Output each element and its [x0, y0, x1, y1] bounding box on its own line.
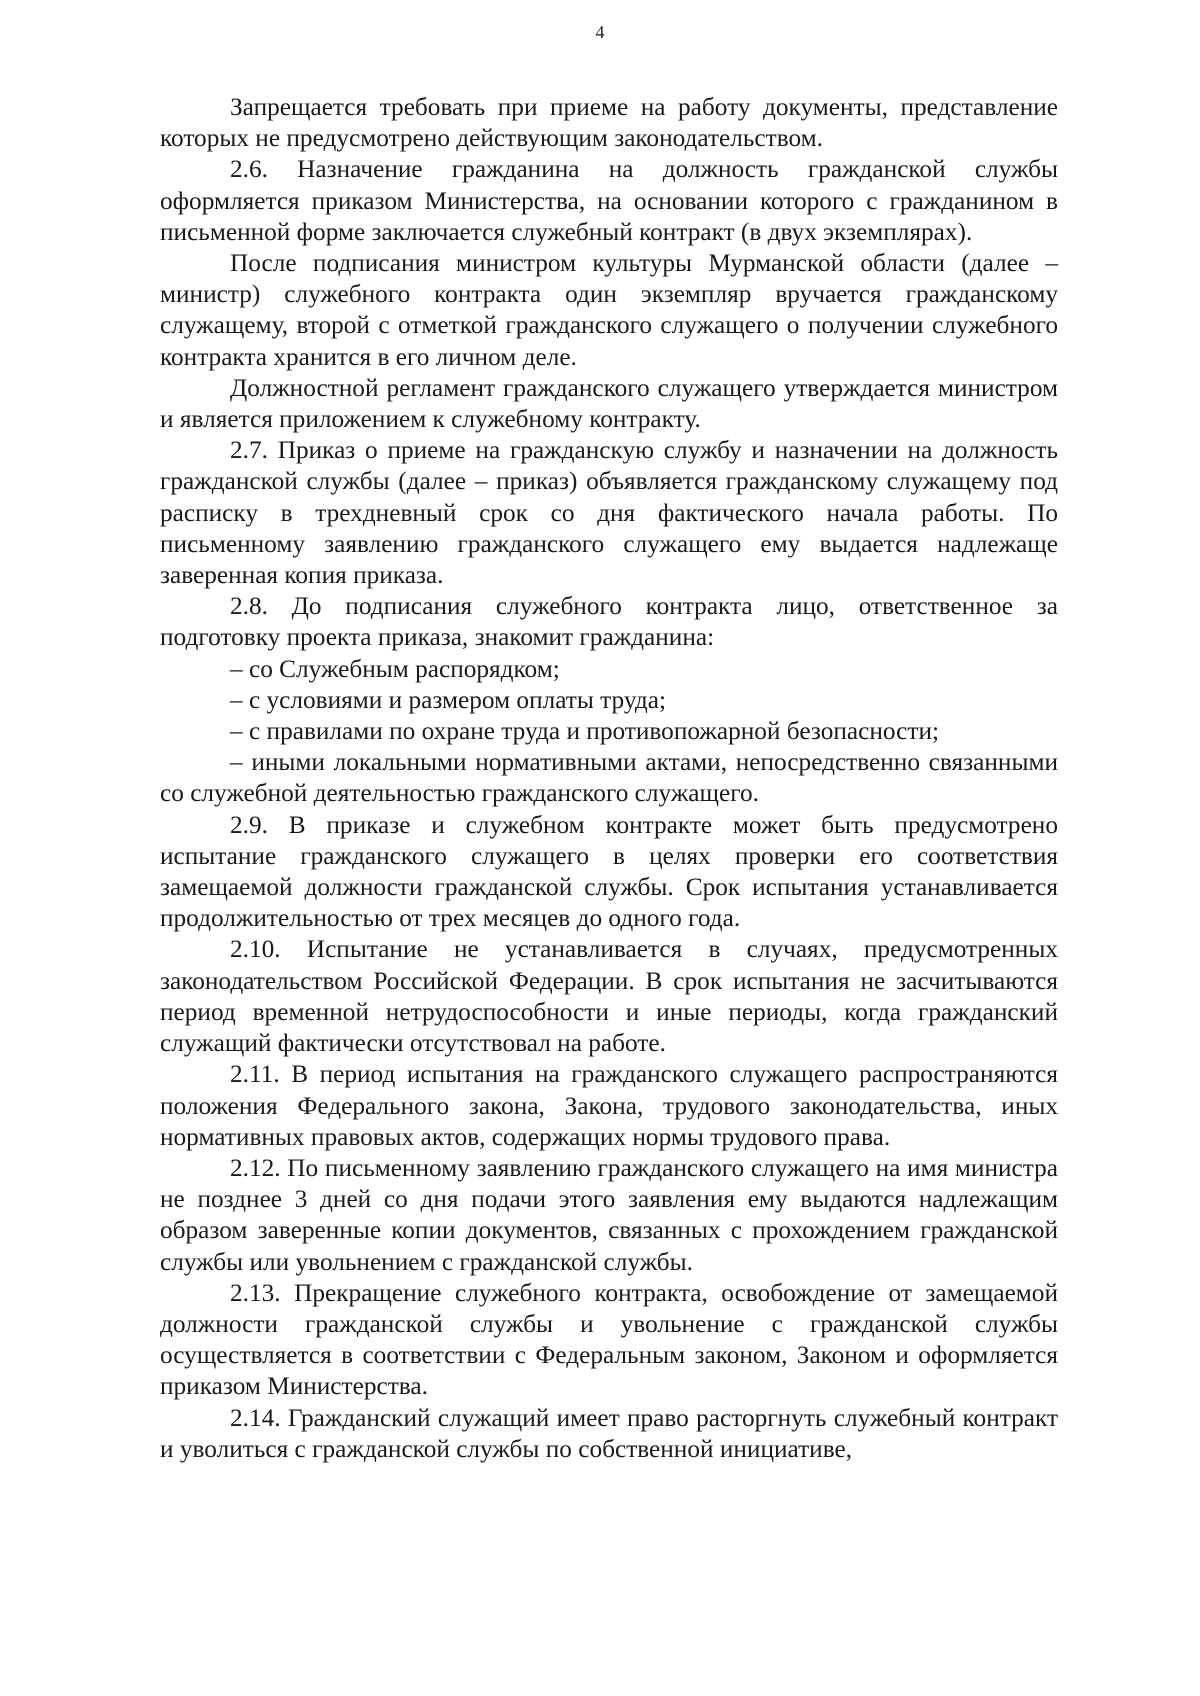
list-item: – с правилами по охране труда и противопожарной безопасности;: [230, 717, 940, 746]
list-item: – с условиями и размером оплаты труда;: [230, 685, 667, 714]
paragraph-2-12: 2.12. По письменному заявлению гражданского служащего на имя министра не позднее 3 дней со дня подачи этого заявления ему выдаются надлежащим образом заверенные копии документов, связанных с прохождением гражданской службы или увольнением с гражданской службы.: [160, 1153, 1058, 1276]
paragraph: После подписания министром культуры Мурманской области (далее – министр) служебного контракта один экземпляр вручается гражданскому служащему, второй с отметкой гражданского служащего о получении служебного контракта хранится в его личном деле.: [160, 249, 1058, 371]
paragraph-2-14: 2.14. Гражданский служащий имеет право расторгнуть служебный контракт и уволиться с гражданской службы по собственной инициативе,: [160, 1403, 1058, 1463]
paragraph: Запрещается требовать при приеме на работу документы, представление которых не предусмотрено действующим законодательством.: [160, 93, 1058, 153]
paragraph-2-13: 2.13. Прекращение служебного контракта, освобождение от замещаемой должности гражданской службы и увольнение с гражданской службы осуществляется в соответствии с Федеральным законом, Законом и оформляется приказом Министерства.: [160, 1278, 1058, 1401]
list-item: – со Служебным распорядком;: [230, 654, 560, 683]
paragraph-2-6: 2.6. Назначение гражданина на должность гражданской службы оформляется приказом Министерства, на основании которого с гражданином в письменной форме заключается служебный контракт (в двух экземплярах).: [160, 155, 1058, 246]
paragraph: Должностной регламент гражданского служащего утверждается министром и является приложением к служебному контракту.: [160, 373, 1058, 434]
paragraph-2-9: 2.9. В приказе и служебном контракте может быть предусмотрено испытание гражданского служащего в целях проверки его соответствия замещаемой должности гражданской службы. Срок испытания устанавливается продолжительностью от трех месяцев до одного года.: [160, 810, 1058, 933]
paragraph-2-10: 2.10. Испытание не устанавливается в случаях, предусмотренных законодательством Российской Федерации. В срок испытания не засчитываются период временной нетрудоспособности и иные периоды, когда гражданский служащий фактически отсутствовал на работе.: [160, 935, 1058, 1058]
paragraph-2-8: 2.8. До подписания служебного контракта лицо, ответственное за подготовку проекта приказа, знакомит гражданина:: [160, 592, 1058, 652]
document-body: [160, 92, 1058, 1465]
paragraph-2-11: 2.11. В период испытания на гражданского служащего распространяются положения Федерального закона, Закона, трудового законодательства, иных нормативных правовых актов, содержащих нормы трудового права.: [160, 1060, 1058, 1151]
paragraph-2-7: 2.7. Приказ о приеме на гражданскую службу и назначении на должность гражданской службы (далее – приказ) объявляется гражданскому служащему под расписку в трехдневный срок со дня фактического начала работы. По письменному заявлению гражданского служащего ему выдается надлежаще заверенная копия приказа.: [160, 436, 1058, 590]
list-item: – иными локальными нормативными актами, непосредственно связанными со служебной деятельностью гражданского служащего.: [160, 748, 1058, 808]
page-number: 4: [595, 22, 605, 42]
